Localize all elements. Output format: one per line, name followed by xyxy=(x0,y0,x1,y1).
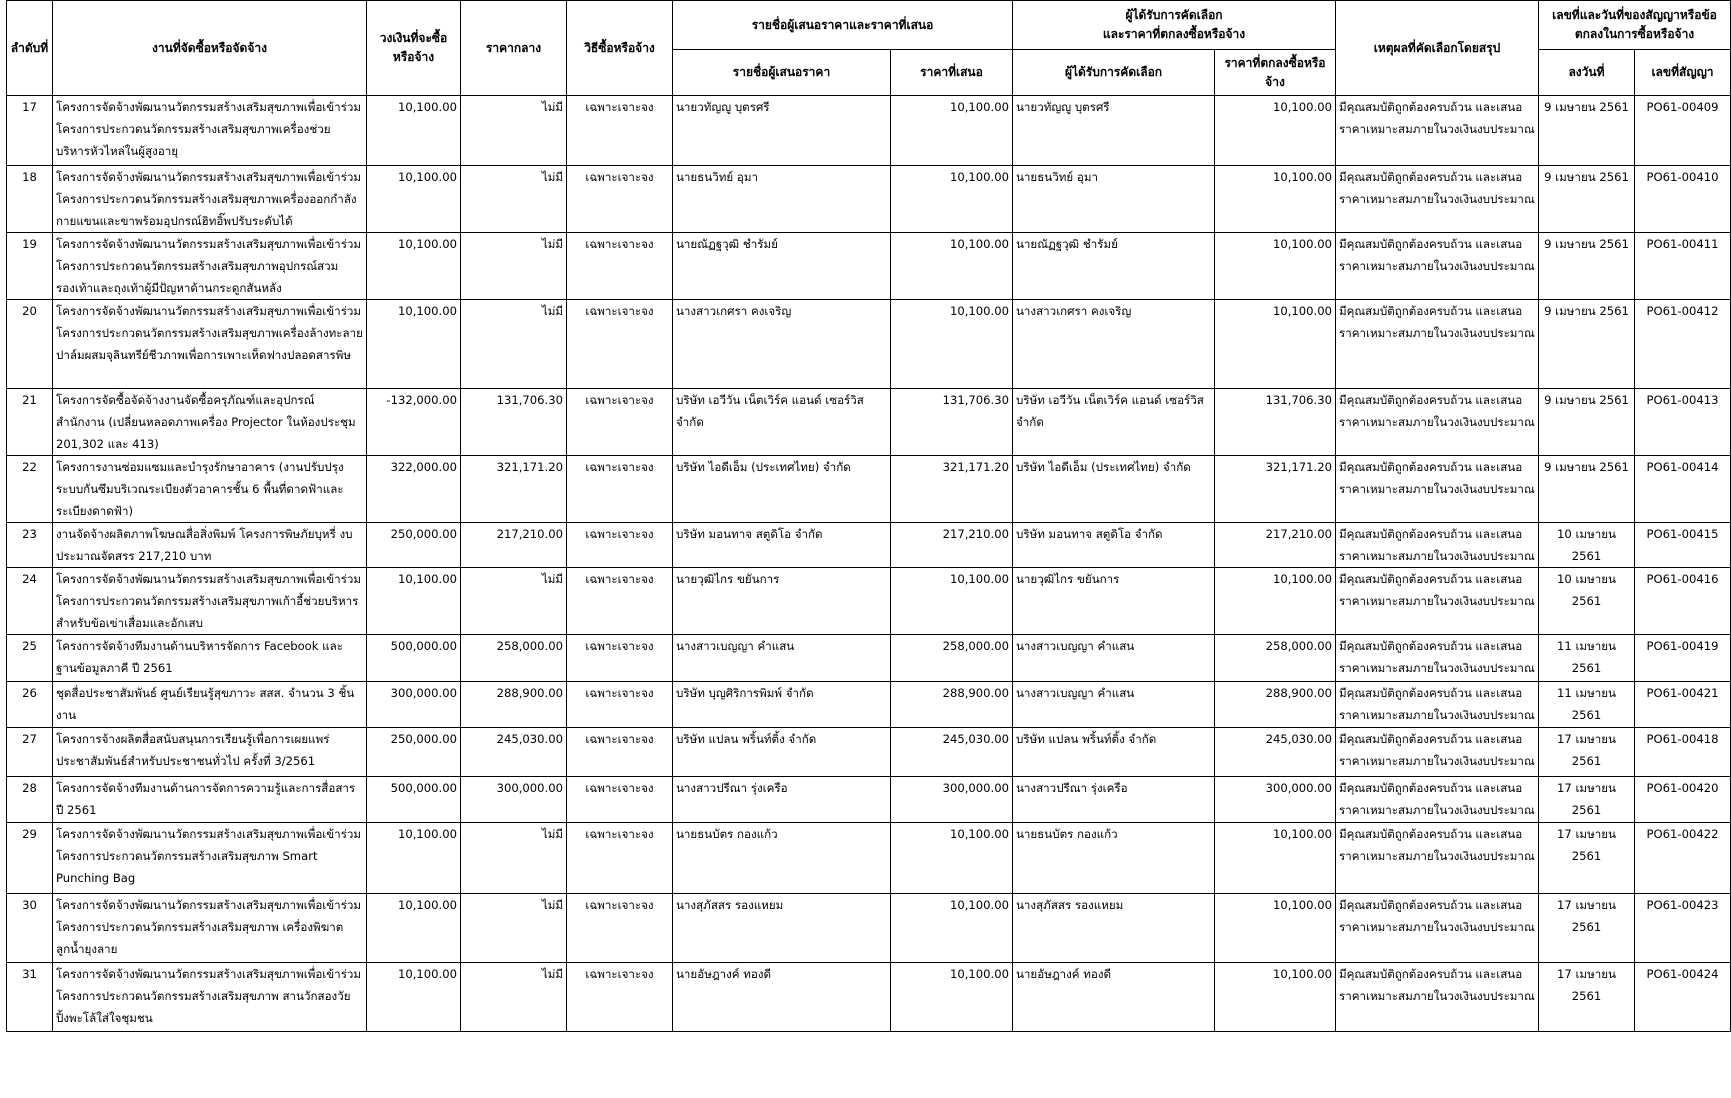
procurement-table xyxy=(6,0,1731,1032)
selection-reason: มีคุณสมบัติถูกต้องครบถ้วน และเสนอราคาเหมาะสมภายในวงเงินงบประมาณ xyxy=(1336,728,1539,777)
agreed-price: 10,100.00 xyxy=(1215,300,1336,389)
agreed-price: 10,100.00 xyxy=(1215,233,1336,300)
agreed-price: 131,706.30 xyxy=(1215,389,1336,456)
agreed-price: 258,000.00 xyxy=(1215,635,1336,682)
row-no: 22 xyxy=(7,456,53,523)
contract-date: 9 เมษายน 2561 xyxy=(1539,389,1635,456)
agreed-price: 10,100.00 xyxy=(1215,823,1336,894)
procurement-method: เฉพาะเจาะจง xyxy=(567,300,673,389)
contract-number: PO61-00414 xyxy=(1635,456,1731,523)
budget-amount: 10,100.00 xyxy=(367,233,461,300)
project-name: ชุดสื่อประชาสัมพันธ์ ศูนย์เรียนรู้สุขภาวะ สสส. จำนวน 3 ชิ้นงาน xyxy=(53,682,367,728)
contract-date: 9 เมษายน 2561 xyxy=(1539,456,1635,523)
bidder-name: บริษัท แปลน พริ้นท์ติ้ง จำกัด xyxy=(673,728,891,777)
bid-price: 10,100.00 xyxy=(891,963,1013,1032)
median-price: 288,900.00 xyxy=(461,682,567,728)
procurement-report-sheet xyxy=(6,0,1719,1032)
selection-reason: มีคุณสมบัติถูกต้องครบถ้วน และเสนอราคาเหมาะสมภายในวงเงินงบประมาณ xyxy=(1336,389,1539,456)
header-date: ลงวันที่ xyxy=(1539,50,1635,96)
agreed-price: 10,100.00 xyxy=(1215,96,1336,166)
median-price: 300,000.00 xyxy=(461,777,567,823)
bid-price: 10,100.00 xyxy=(891,96,1013,166)
selected-vendor: นางสาวเบญญา คำแสน xyxy=(1013,635,1215,682)
contract-date: 11 เมษายน 2561 xyxy=(1539,635,1635,682)
selection-reason: มีคุณสมบัติถูกต้องครบถ้วน และเสนอราคาเหมาะสมภายในวงเงินงบประมาณ xyxy=(1336,96,1539,166)
row-no: 20 xyxy=(7,300,53,389)
contract-number: PO61-00410 xyxy=(1635,166,1731,233)
bidder-name: บริษัท ไอดีเอ็ม (ประเทศไทย) จำกัด xyxy=(673,456,891,523)
procurement-method: เฉพาะเจาะจง xyxy=(567,728,673,777)
procurement-method: เฉพาะเจาะจง xyxy=(567,523,673,568)
selected-vendor: นายธนบัตร กองแก้ว xyxy=(1013,823,1215,894)
contract-number: PO61-00424 xyxy=(1635,963,1731,1032)
row-no: 28 xyxy=(7,777,53,823)
project-name: โครงการจัดจ้างพัฒนานวัตกรรมสร้างเสริมสุขภาพเพื่อเข้าร่วมโครงการประกวดนวัตกรรมสร้างเสริมสุขภาพอุปกรณ์สวมรองเท้าและถุงเท้าผู้มีปัญหาด้านกระดูกสันหลัง xyxy=(53,233,367,300)
median-price: ไม่มี xyxy=(461,823,567,894)
selected-vendor: นางสาวปรีณา รุ่งเครือ xyxy=(1013,777,1215,823)
median-price: ไม่มี xyxy=(461,894,567,963)
header-reason: เหตุผลที่คัดเลือกโดยสรุป xyxy=(1336,1,1539,96)
contract-date: 10 เมษายน 2561 xyxy=(1539,523,1635,568)
bid-price: 321,171.20 xyxy=(891,456,1013,523)
contract-number: PO61-00416 xyxy=(1635,568,1731,635)
contract-number: PO61-00420 xyxy=(1635,777,1731,823)
median-price: ไม่มี xyxy=(461,963,567,1032)
selection-reason: มีคุณสมบัติถูกต้องครบถ้วน และเสนอราคาเหมาะสมภายในวงเงินงบประมาณ xyxy=(1336,635,1539,682)
bidder-name: นางสุภัสสร รองแหยม xyxy=(673,894,891,963)
selection-reason: มีคุณสมบัติถูกต้องครบถ้วน และเสนอราคาเหมาะสมภายในวงเงินงบประมาณ xyxy=(1336,894,1539,963)
agreed-price: 288,900.00 xyxy=(1215,682,1336,728)
procurement-method: เฉพาะเจาะจง xyxy=(567,568,673,635)
contract-number: PO61-00412 xyxy=(1635,300,1731,389)
contract-number: PO61-00422 xyxy=(1635,823,1731,894)
median-price: ไม่มี xyxy=(461,233,567,300)
table-row xyxy=(7,777,1731,823)
header-agreed-price: ราคาที่ตกลงซื้อหรือจ้าง xyxy=(1215,50,1336,96)
row-no: 23 xyxy=(7,523,53,568)
selected-vendor: บริษัท ไอดีเอ็ม (ประเทศไทย) จำกัด xyxy=(1013,456,1215,523)
procurement-method: เฉพาะเจาะจง xyxy=(567,963,673,1032)
contract-date: 11 เมษายน 2561 xyxy=(1539,682,1635,728)
table-row xyxy=(7,635,1731,682)
agreed-price: 321,171.20 xyxy=(1215,456,1336,523)
header-budget: วงเงินที่จะซื้อหรือจ้าง xyxy=(367,1,461,96)
selection-reason: มีคุณสมบัติถูกต้องครบถ้วน และเสนอราคาเหมาะสมภายในวงเงินงบประมาณ xyxy=(1336,777,1539,823)
median-price: 131,706.30 xyxy=(461,389,567,456)
bid-price: 300,000.00 xyxy=(891,777,1013,823)
project-name: โครงการจัดจ้างพัฒนานวัตกรรมสร้างเสริมสุขภาพเพื่อเข้าร่วมโครงการประกวดนวัตกรรมสร้างเสริมสุขภาพเครื่องล้างทะลายปาล์มผสมจุลินทรีย์ชีวภาพเพื่อการเพาะเห็ดฟางปลอดสารพิษ xyxy=(53,300,367,389)
selection-reason: มีคุณสมบัติถูกต้องครบถ้วน และเสนอราคาเหมาะสมภายในวงเงินงบประมาณ xyxy=(1336,823,1539,894)
contract-date: 17 เมษายน 2561 xyxy=(1539,894,1635,963)
project-name: โครงการจัดจ้างพัฒนานวัตกรรมสร้างเสริมสุขภาพเพื่อเข้าร่วมโครงการประกวดนวัตกรรมสร้างเสริมสุขภาพเก้าอี้ช่วยบริหารสำหรับข้อเข่าเสื่อมและอักเสบ xyxy=(53,568,367,635)
project-name: โครงการจ้างผลิตสื่อสนับสนุนการเรียนรู้เพื่อการเผยแพร่ประชาสัมพันธ์สำหรับประชาชนทั่วไป ครั้งที่ 3/2561 xyxy=(53,728,367,777)
procurement-method: เฉพาะเจาะจง xyxy=(567,389,673,456)
row-no: 30 xyxy=(7,894,53,963)
budget-amount: 10,100.00 xyxy=(367,823,461,894)
procurement-method: เฉพาะเจาะจง xyxy=(567,682,673,728)
header-method: วิธีซื้อหรือจ้าง xyxy=(567,1,673,96)
budget-amount: 250,000.00 xyxy=(367,523,461,568)
selection-reason: มีคุณสมบัติถูกต้องครบถ้วน และเสนอราคาเหมาะสมภายในวงเงินงบประมาณ xyxy=(1336,233,1539,300)
table-row xyxy=(7,233,1731,300)
contract-date: 17 เมษายน 2561 xyxy=(1539,728,1635,777)
table-row xyxy=(7,963,1731,1032)
header-no: ลำดับที่ xyxy=(7,1,53,96)
table-row xyxy=(7,682,1731,728)
bid-price: 131,706.30 xyxy=(891,389,1013,456)
budget-amount: 250,000.00 xyxy=(367,728,461,777)
median-price: 245,030.00 xyxy=(461,728,567,777)
median-price: ไม่มี xyxy=(461,166,567,233)
contract-date: 17 เมษายน 2561 xyxy=(1539,823,1635,894)
procurement-method: เฉพาะเจาะจง xyxy=(567,777,673,823)
contract-date: 9 เมษายน 2561 xyxy=(1539,96,1635,166)
bidder-name: นายธนบัตร กองแก้ว xyxy=(673,823,891,894)
median-price: ไม่มี xyxy=(461,96,567,166)
table-row xyxy=(7,166,1731,233)
median-price: ไม่มี xyxy=(461,568,567,635)
agreed-price: 10,100.00 xyxy=(1215,166,1336,233)
selected-vendor: นางสาวเกศรา คงเจริญ xyxy=(1013,300,1215,389)
contract-date: 17 เมษายน 2561 xyxy=(1539,963,1635,1032)
agreed-price: 300,000.00 xyxy=(1215,777,1336,823)
contract-number: PO61-00411 xyxy=(1635,233,1731,300)
agreed-price: 217,210.00 xyxy=(1215,523,1336,568)
row-no: 17 xyxy=(7,96,53,166)
budget-amount: 10,100.00 xyxy=(367,894,461,963)
procurement-method: เฉพาะเจาะจง xyxy=(567,166,673,233)
selection-reason: มีคุณสมบัติถูกต้องครบถ้วน และเสนอราคาเหมาะสมภายในวงเงินงบประมาณ xyxy=(1336,963,1539,1032)
row-no: 29 xyxy=(7,823,53,894)
table-row xyxy=(7,894,1731,963)
selection-reason: มีคุณสมบัติถูกต้องครบถ้วน และเสนอราคาเหมาะสมภายในวงเงินงบประมาณ xyxy=(1336,523,1539,568)
budget-amount: -132,000.00 xyxy=(367,389,461,456)
header-bidders-group: รายชื่อผู้เสนอราคาและราคาที่เสนอ xyxy=(673,1,1013,50)
budget-amount: 500,000.00 xyxy=(367,635,461,682)
contract-number: PO61-00421 xyxy=(1635,682,1731,728)
selection-reason: มีคุณสมบัติถูกต้องครบถ้วน และเสนอราคาเหมาะสมภายในวงเงินงบประมาณ xyxy=(1336,300,1539,389)
header-selected-group xyxy=(1013,1,1336,50)
procurement-method: เฉพาะเจาะจง xyxy=(567,894,673,963)
contract-number: PO61-00419 xyxy=(1635,635,1731,682)
bidder-name: นายวทัญญู บุตรศรี xyxy=(673,96,891,166)
median-price: ไม่มี xyxy=(461,300,567,389)
selected-vendor: บริษัท มอนทาจ สตูดิโอ จำกัด xyxy=(1013,523,1215,568)
project-name: งานจัดจ้างผลิตภาพโฆษณสื่อสิ่งพิมพ์ โครงการพิษภัยบุหรี่ งบประมาณจัดสรร 217,210 บาท xyxy=(53,523,367,568)
bid-price: 245,030.00 xyxy=(891,728,1013,777)
median-price: 258,000.00 xyxy=(461,635,567,682)
budget-amount: 500,000.00 xyxy=(367,777,461,823)
contract-number: PO61-00409 xyxy=(1635,96,1731,166)
bidder-name: นางสาวเบญญา คำแสน xyxy=(673,635,891,682)
row-no: 26 xyxy=(7,682,53,728)
table-row xyxy=(7,96,1731,166)
bid-price: 10,100.00 xyxy=(891,568,1013,635)
contract-date: 17 เมษายน 2561 xyxy=(1539,777,1635,823)
project-name: โครงการจัดซื้อจัดจ้างงานจัดซื้อครุภัณฑ์และอุปกรณ์สำนักงาน (เปลี่ยนหลอดภาพเครื่อง Projector ในห้องประชุม 201,302 และ 413) xyxy=(53,389,367,456)
agreed-price: 10,100.00 xyxy=(1215,894,1336,963)
contract-number: PO61-00423 xyxy=(1635,894,1731,963)
selected-vendor: นางสาวเบญญา คำแสน xyxy=(1013,682,1215,728)
bid-price: 217,210.00 xyxy=(891,523,1013,568)
header-bid-price: ราคาที่เสนอ xyxy=(891,50,1013,96)
procurement-method: เฉพาะเจาะจง xyxy=(567,635,673,682)
bidder-name: นายธนวิทย์ อุมา xyxy=(673,166,891,233)
contract-date: 9 เมษายน 2561 xyxy=(1539,233,1635,300)
header-selected-name: ผู้ได้รับการคัดเลือก xyxy=(1013,50,1215,96)
procurement-method: เฉพาะเจาะจง xyxy=(567,456,673,523)
row-no: 19 xyxy=(7,233,53,300)
contract-date: 9 เมษายน 2561 xyxy=(1539,166,1635,233)
budget-amount: 10,100.00 xyxy=(367,963,461,1032)
bidder-name: นายวุฒิไกร ขยันการ xyxy=(673,568,891,635)
table-body xyxy=(7,96,1731,1032)
table-row xyxy=(7,456,1731,523)
contract-date: 9 เมษายน 2561 xyxy=(1539,300,1635,389)
project-name: โครงการจัดจ้างพัฒนานวัตกรรมสร้างเสริมสุขภาพเพื่อเข้าร่วมโครงการประกวดนวัตกรรมสร้างเสริมสุขภาพ เครื่องพิฆาตลูกน้ำยุงลาย xyxy=(53,894,367,963)
selection-reason: มีคุณสมบัติถูกต้องครบถ้วน และเสนอราคาเหมาะสมภายในวงเงินงบประมาณ xyxy=(1336,682,1539,728)
row-no: 25 xyxy=(7,635,53,682)
bid-price: 10,100.00 xyxy=(891,300,1013,389)
selection-reason: มีคุณสมบัติถูกต้องครบถ้วน และเสนอราคาเหมาะสมภายในวงเงินงบประมาณ xyxy=(1336,456,1539,523)
bidder-name: นางสาวเกศรา คงเจริญ xyxy=(673,300,891,389)
bid-price: 10,100.00 xyxy=(891,894,1013,963)
table-row xyxy=(7,389,1731,456)
row-no: 21 xyxy=(7,389,53,456)
selected-vendor: นายธนวิทย์ อุมา xyxy=(1013,166,1215,233)
bid-price: 10,100.00 xyxy=(891,166,1013,233)
table-row xyxy=(7,523,1731,568)
table-row xyxy=(7,823,1731,894)
budget-amount: 300,000.00 xyxy=(367,682,461,728)
selection-reason: มีคุณสมบัติถูกต้องครบถ้วน และเสนอราคาเหมาะสมภายในวงเงินงบประมาณ xyxy=(1336,568,1539,635)
agreed-price: 10,100.00 xyxy=(1215,568,1336,635)
bidder-name: นายอัษฎางค์ ทองดี xyxy=(673,963,891,1032)
bid-price: 288,900.00 xyxy=(891,682,1013,728)
header-median-price: ราคากลาง xyxy=(461,1,567,96)
bid-price: 258,000.00 xyxy=(891,635,1013,682)
median-price: 321,171.20 xyxy=(461,456,567,523)
bid-price: 10,100.00 xyxy=(891,233,1013,300)
header-selected-group-line1: ผู้ได้รับการคัดเลือก xyxy=(1125,8,1223,22)
selected-vendor: นายวุฒิไกร ขยันการ xyxy=(1013,568,1215,635)
row-no: 18 xyxy=(7,166,53,233)
contract-number: PO61-00415 xyxy=(1635,523,1731,568)
header-contract-group: เลขที่และวันที่ของสัญญาหรือข้อตกลงในการซื้อหรือจ้าง xyxy=(1539,1,1731,50)
selected-vendor: นายณัฏฐวุฒิ ชำรัมย์ xyxy=(1013,233,1215,300)
bidder-name: บริษัท บุญศิริการพิมพ์ จำกัด xyxy=(673,682,891,728)
budget-amount: 10,100.00 xyxy=(367,96,461,166)
agreed-price: 245,030.00 xyxy=(1215,728,1336,777)
table-row xyxy=(7,300,1731,389)
contract-number: PO61-00418 xyxy=(1635,728,1731,777)
median-price: 217,210.00 xyxy=(461,523,567,568)
row-no: 27 xyxy=(7,728,53,777)
project-name: โครงการจัดจ้างทีมงานด้านบริหารจัดการ Facebook และฐานข้อมูลภาคี ปี 2561 xyxy=(53,635,367,682)
bid-price: 10,100.00 xyxy=(891,823,1013,894)
bidder-name: นางสาวปรีณา รุ่งเครือ xyxy=(673,777,891,823)
budget-amount: 10,100.00 xyxy=(367,300,461,389)
contract-date: 10 เมษายน 2561 xyxy=(1539,568,1635,635)
table-row xyxy=(7,568,1731,635)
selection-reason: มีคุณสมบัติถูกต้องครบถ้วน และเสนอราคาเหมาะสมภายในวงเงินงบประมาณ xyxy=(1336,166,1539,233)
project-name: โครงการจัดจ้างพัฒนานวัตกรรมสร้างเสริมสุขภาพเพื่อเข้าร่วมโครงการประกวดนวัตกรรมสร้างเสริมสุขภาพ Smart Punching Bag xyxy=(53,823,367,894)
row-no: 24 xyxy=(7,568,53,635)
agreed-price: 10,100.00 xyxy=(1215,963,1336,1032)
header-bidder-name: รายชื่อผู้เสนอราคา xyxy=(673,50,891,96)
procurement-method: เฉพาะเจาะจง xyxy=(567,233,673,300)
selected-vendor: นายอัษฎางค์ ทองดี xyxy=(1013,963,1215,1032)
selected-vendor: นางสุภัสสร รองแหยม xyxy=(1013,894,1215,963)
project-name: โครงการจัดจ้างพัฒนานวัตกรรมสร้างเสริมสุขภาพเพื่อเข้าร่วมโครงการประกวดนวัตกรรมสร้างเสริมสุขภาพ สานวักสองวัยปิ้งพะโล้ใส่ใจชุมชน xyxy=(53,963,367,1032)
bidder-name: บริษัท เอวีวัน เน็ตเวิร์ค แอนด์ เซอร์วิส จำกัด xyxy=(673,389,891,456)
table-row xyxy=(7,728,1731,777)
procurement-method: เฉพาะเจาะจง xyxy=(567,823,673,894)
row-no: 31 xyxy=(7,963,53,1032)
header-project: งานที่จัดซื้อหรือจัดจ้าง xyxy=(53,1,367,96)
project-name: โครงการงานซ่อมแซมและบำรุงรักษาอาคาร (งานปรับปรุงระบบกันซึมบริเวณระเบียงตัวอาคารชั้น 6 พื้นที่ดาดฟ้าและระเบียงดาดฟ้า) xyxy=(53,456,367,523)
selected-vendor: นายวทัญญู บุตรศรี xyxy=(1013,96,1215,166)
procurement-method: เฉพาะเจาะจง xyxy=(567,96,673,166)
header-selected-group-line2: และราคาที่ตกลงซื้อหรือจ้าง xyxy=(1102,27,1246,41)
budget-amount: 10,100.00 xyxy=(367,568,461,635)
bidder-name: บริษัท มอนทาจ สตูดิโอ จำกัด xyxy=(673,523,891,568)
project-name: โครงการจัดจ้างทีมงานด้านการจัดการความรู้และการสื่อสาร ปี 2561 xyxy=(53,777,367,823)
selected-vendor: บริษัท แปลน พริ้นท์ติ้ง จำกัด xyxy=(1013,728,1215,777)
selected-vendor: บริษัท เอวีวัน เน็ตเวิร์ค แอนด์ เซอร์วิส จำกัด xyxy=(1013,389,1215,456)
budget-amount: 322,000.00 xyxy=(367,456,461,523)
header-contract-no: เลขที่สัญญา xyxy=(1635,50,1731,96)
bidder-name: นายณัฏฐวุฒิ ชำรัมย์ xyxy=(673,233,891,300)
project-name: โครงการจัดจ้างพัฒนานวัตกรรมสร้างเสริมสุขภาพเพื่อเข้าร่วมโครงการประกวดนวัตกรรมสร้างเสริมสุขภาพเครื่องช่วยบริหารหัวไหล่ในผู้สูงอายุ xyxy=(53,96,367,166)
contract-number: PO61-00413 xyxy=(1635,389,1731,456)
project-name: โครงการจัดจ้างพัฒนานวัตกรรมสร้างเสริมสุขภาพเพื่อเข้าร่วมโครงการประกวดนวัตกรรมสร้างเสริมสุขภาพเครื่องออกกำลังกายแขนและขาพร้อมอุปกรณ์ฮิทอิ๊พปรับระดับได้ xyxy=(53,166,367,233)
table-header xyxy=(7,1,1731,96)
budget-amount: 10,100.00 xyxy=(367,166,461,233)
